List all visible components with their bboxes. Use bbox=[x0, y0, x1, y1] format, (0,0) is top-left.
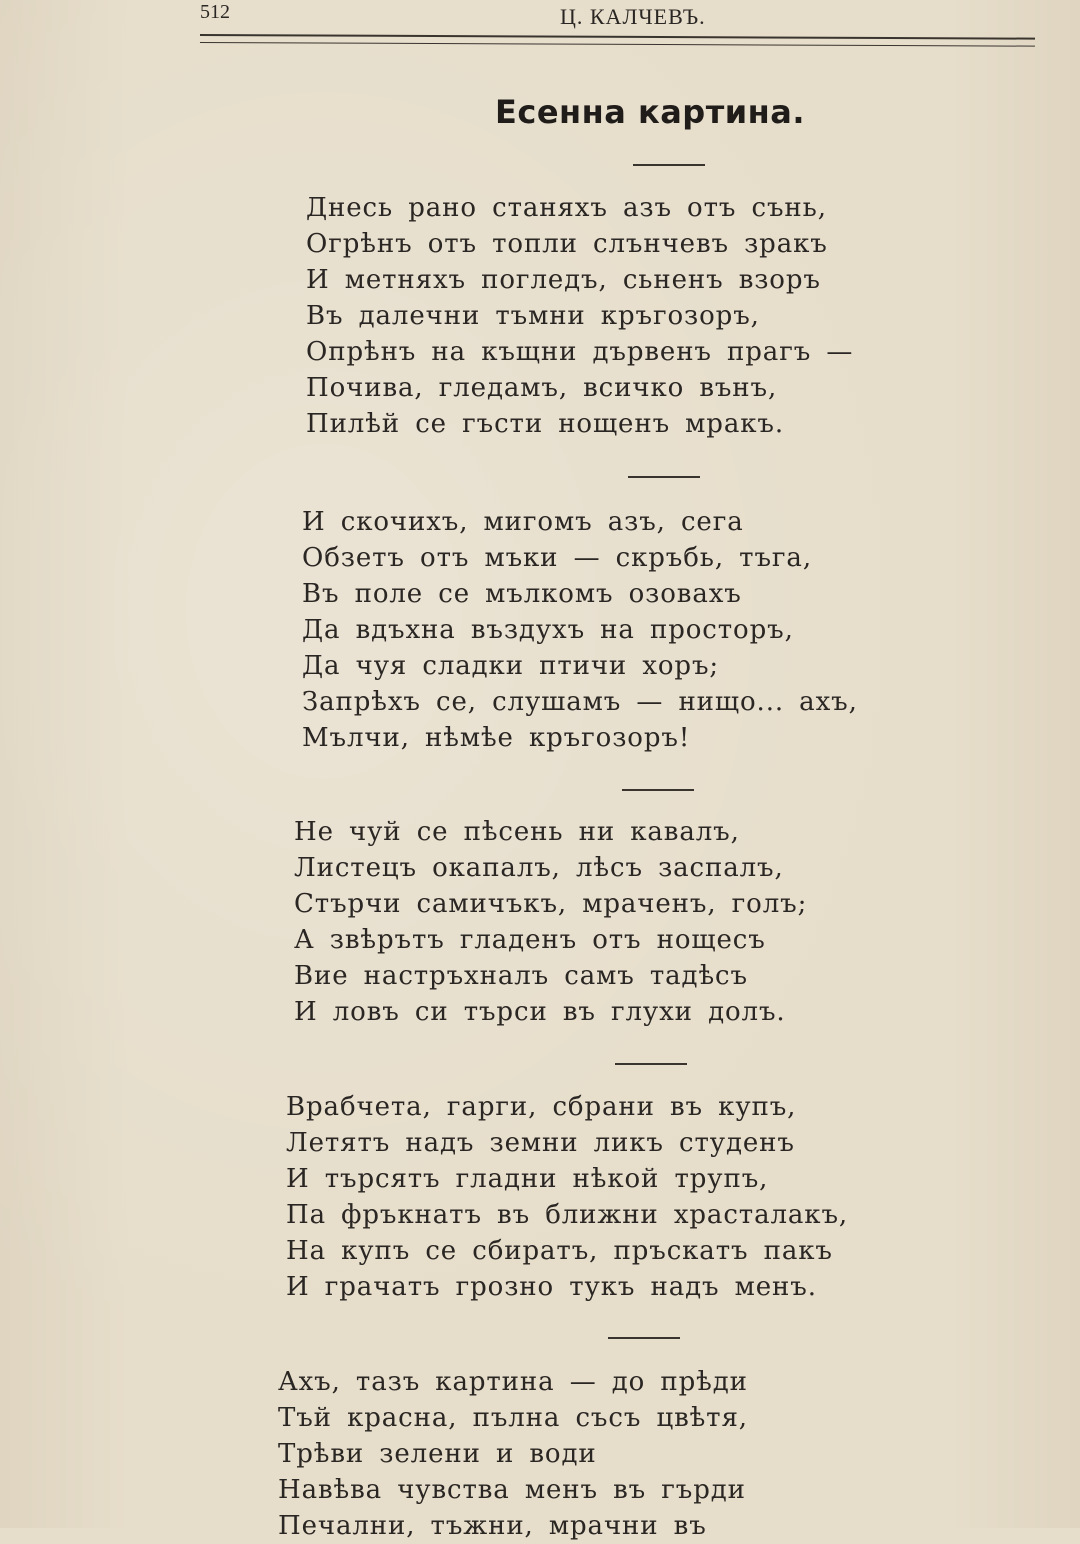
stanza-5 bbox=[278, 1364, 748, 1544]
verse-line: Тъй красна, пълна съсъ цвѣтя, bbox=[278, 1403, 748, 1433]
verse-line: Въ далечни тъмни кръгозоръ, bbox=[306, 301, 760, 331]
verse-line: Огрѣнъ отъ топли слънчевъ зракъ bbox=[306, 229, 828, 259]
verse-line: Стърчи самичъкъ, мраченъ, голъ; bbox=[294, 889, 808, 919]
author-running-head: Ц. КАЛЧЕВЪ. bbox=[560, 4, 706, 29]
verse-line: Да вдъхна въздухъ на просторъ, bbox=[302, 615, 794, 645]
page-number: 512 bbox=[200, 1, 230, 23]
title-divider bbox=[633, 164, 705, 166]
verse-line: Опрѣнъ на къщни дървенъ прагъ — bbox=[306, 337, 854, 367]
stanza-divider bbox=[615, 1063, 687, 1065]
header-rule bbox=[200, 34, 1035, 47]
stanza-3 bbox=[294, 814, 807, 1030]
verse-line: Мълчи, нѣмѣе кръгозоръ! bbox=[302, 723, 691, 753]
running-head bbox=[200, 0, 1035, 52]
stanza-4 bbox=[286, 1089, 848, 1305]
verse-line: И ловъ си търси въ глухи долъ. bbox=[294, 997, 786, 1027]
verse-line: Печални, тъжни, мрачни въ bbox=[278, 1511, 707, 1541]
verse-line: Летятъ надъ земни ликъ студенъ bbox=[286, 1128, 795, 1158]
stanza-1 bbox=[306, 190, 853, 442]
verse-line: Вие настръхналъ самъ тадѣсъ bbox=[294, 961, 748, 991]
verse-line: И метняхъ погледъ, сьненъ взоръ bbox=[306, 265, 821, 295]
stanza-2 bbox=[302, 504, 858, 756]
verse-line: Въ поле се мълкомъ озовахъ bbox=[302, 579, 742, 609]
verse-line: Навѣва чувства менъ въ гърди bbox=[278, 1475, 746, 1505]
verse-line: Да чуя сладки птичи хоръ; bbox=[302, 651, 720, 681]
verse-line: И скочихъ, мигомъ азъ, сега bbox=[302, 507, 744, 537]
verse-line: Па фръкнатъ въ ближни храсталакъ, bbox=[286, 1200, 849, 1230]
verse-line: Не чуй се пѣсень ни кавалъ, bbox=[294, 817, 740, 847]
poem-title: Есенна картина. bbox=[495, 93, 806, 131]
verse-line: На купъ се сбиратъ, пръскатъ пакъ bbox=[286, 1236, 833, 1266]
verse-line: Трѣви зелени и води bbox=[278, 1439, 597, 1469]
verse-line: И търсятъ гладни нѣкой трупъ, bbox=[286, 1164, 769, 1194]
verse-line: А звѣрътъ гладенъ отъ нощесъ bbox=[294, 925, 766, 955]
verse-line: Врабчета, гарги, сбрани въ купъ, bbox=[286, 1092, 797, 1122]
stanza-divider bbox=[622, 789, 694, 791]
verse-line: Пилѣй се гъсти нощенъ мракъ. bbox=[306, 409, 785, 439]
stanza-divider bbox=[608, 1337, 680, 1339]
verse-line: И грачатъ грозно тукъ надъ менъ. bbox=[286, 1272, 817, 1302]
verse-line: Днесь рано станяхъ азъ отъ сънь, bbox=[306, 193, 827, 223]
verse-line: Запрѣхъ се, слушамъ — нищо... ахъ, bbox=[302, 687, 858, 717]
verse-line: Ахъ, тазъ картина — до прѣди bbox=[278, 1367, 748, 1397]
stanza-divider bbox=[628, 476, 700, 478]
verse-line: Почива, гледамъ, всичко вънъ, bbox=[306, 373, 778, 403]
verse-line: Листецъ окапалъ, лѣсъ заспалъ, bbox=[294, 853, 784, 883]
verse-line: Обзетъ отъ мъки — скръбь, тъга, bbox=[302, 543, 812, 573]
